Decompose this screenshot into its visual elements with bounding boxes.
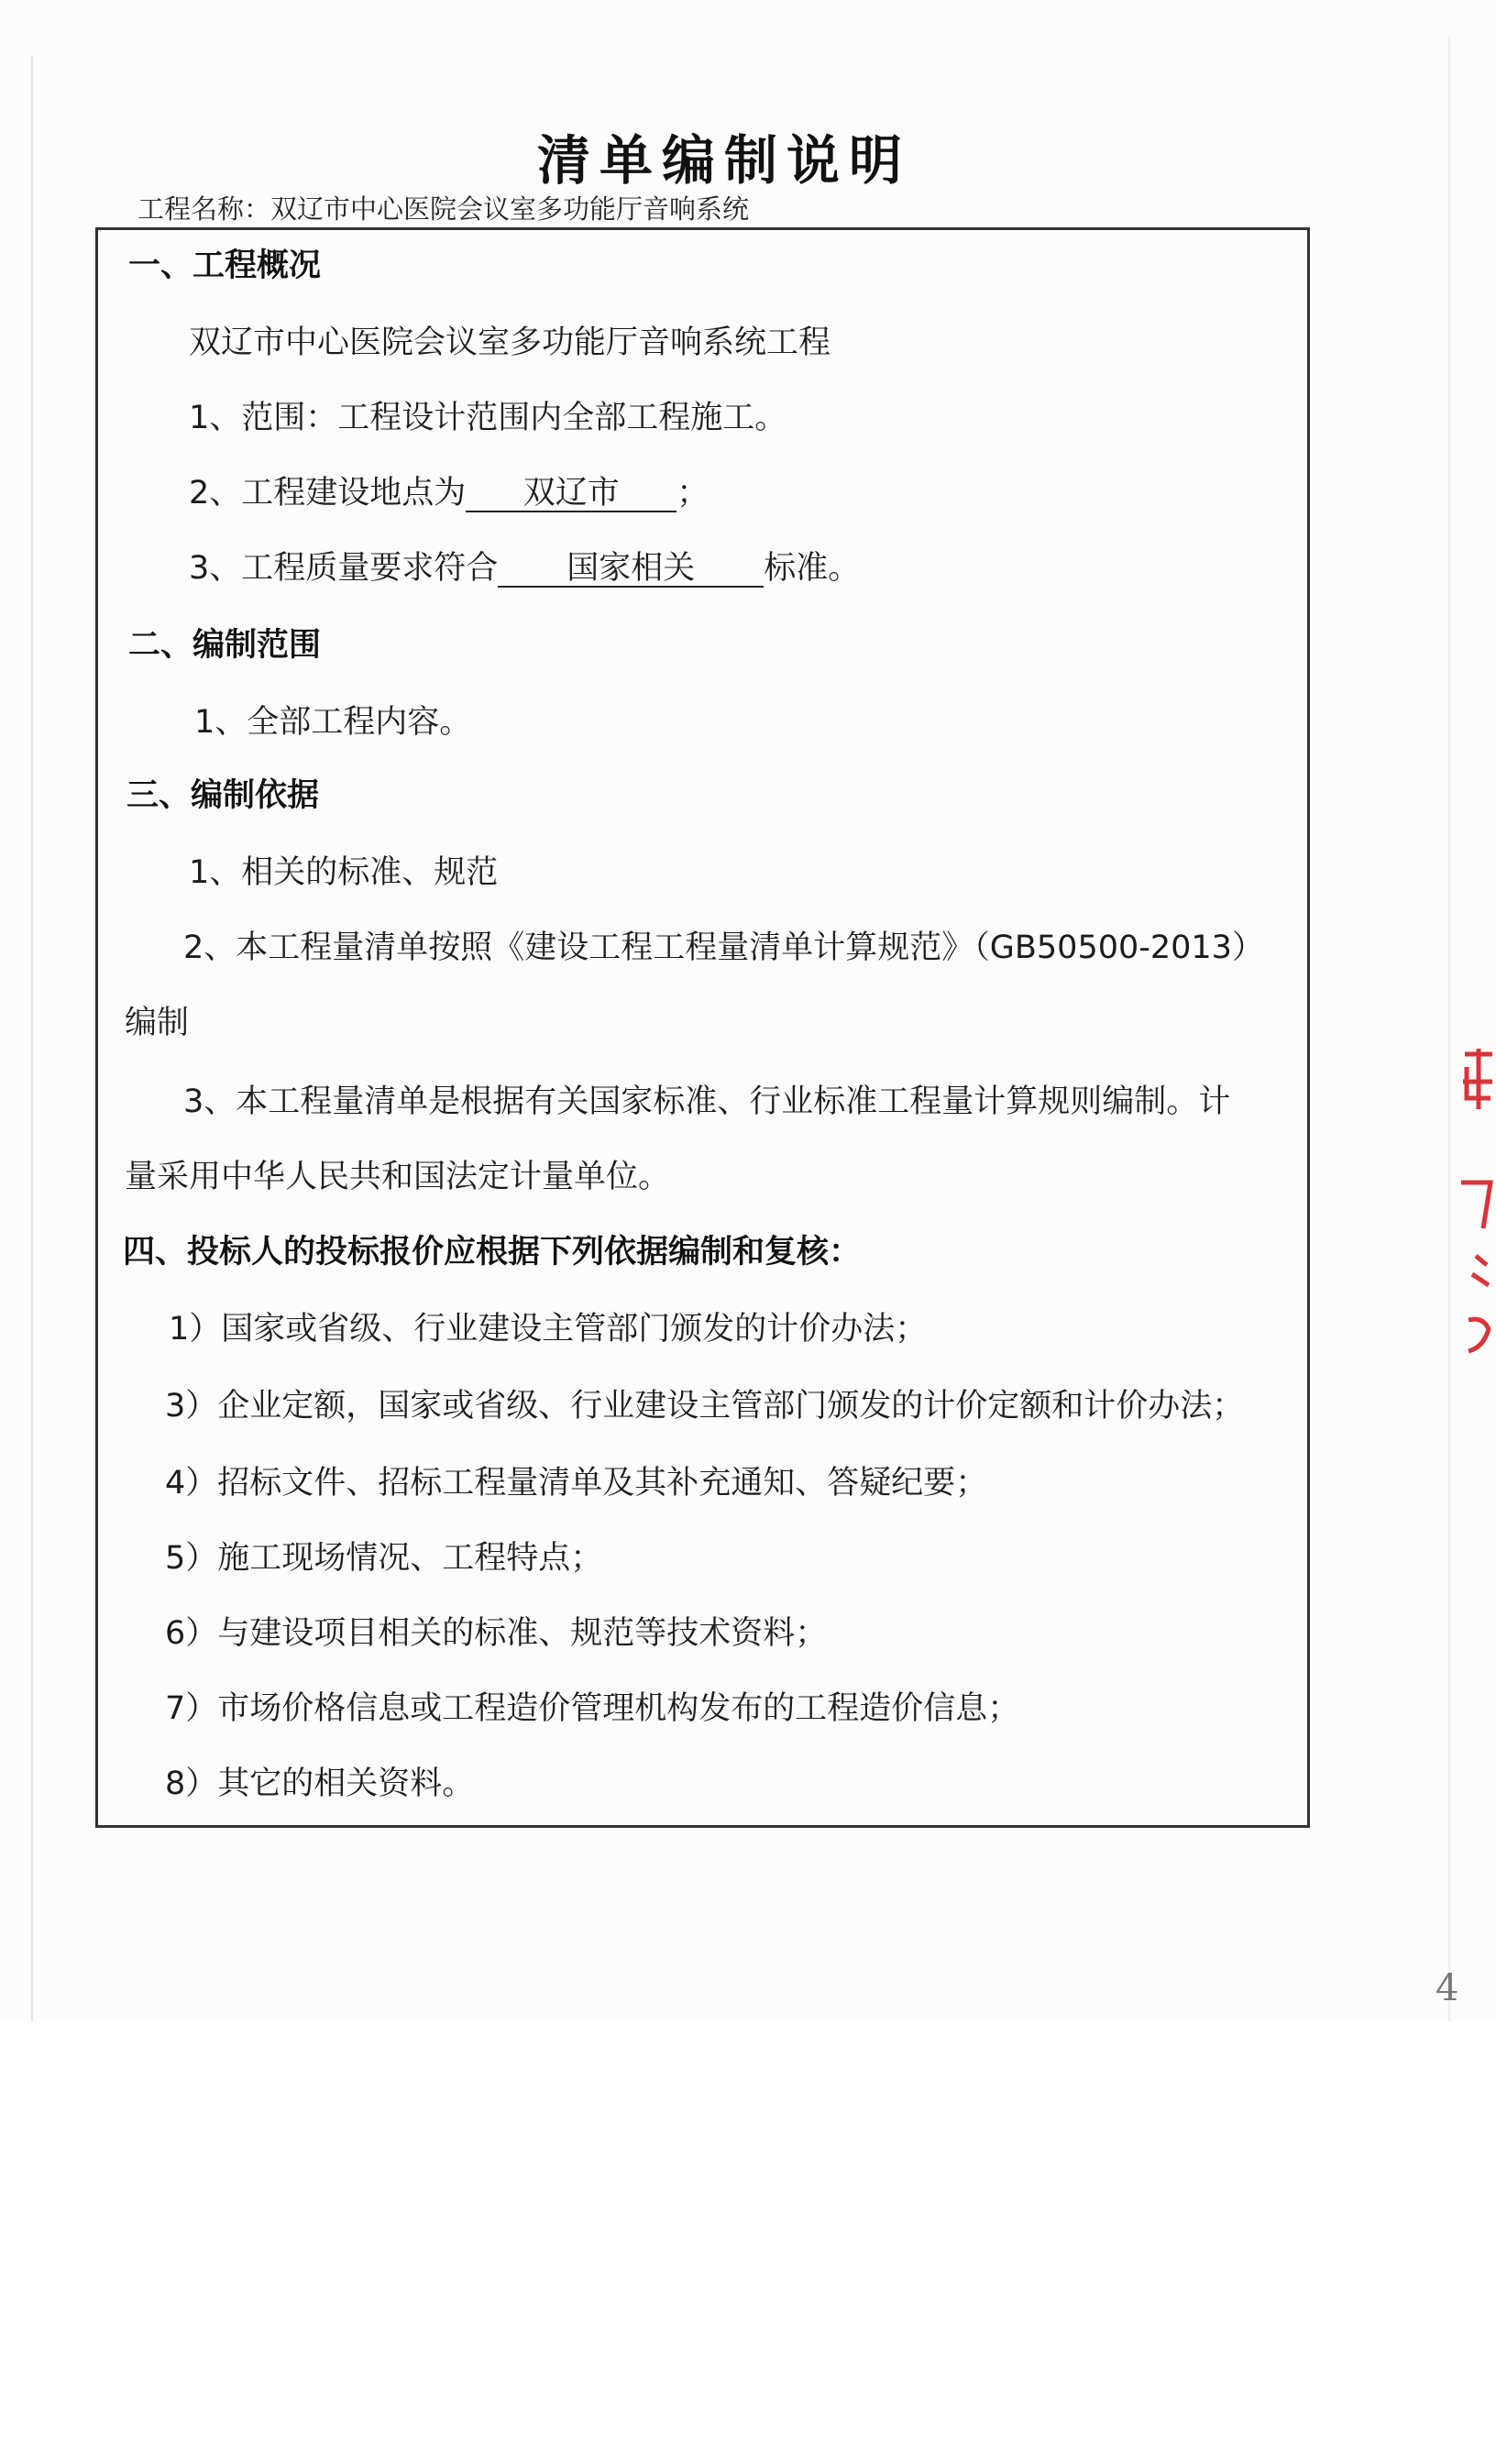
section-heading-scope: 二、编制范围 — [128, 627, 322, 664]
red-seal-fragment-icon — [1456, 1045, 1496, 1357]
project-name-label: 工程名称： — [138, 193, 271, 225]
basis-item-standards: 1、相关的标准、规范 — [189, 854, 499, 891]
location-value: 双辽市 — [466, 477, 676, 512]
bidding-item-5: 5）施工现场情况、工程特点； — [165, 1540, 603, 1577]
bidding-item-7: 7）市场价格信息或工程造价管理机构发布的工程造价信息； — [165, 1690, 1020, 1727]
bidding-item-6: 6）与建设项目相关的标准、规范等技术资料； — [165, 1615, 828, 1652]
section-heading-basis: 三、编制依据 — [126, 777, 320, 814]
scan-right-edge — [1448, 37, 1450, 2021]
basis-item-spec-line2: 编制 — [125, 1005, 190, 1041]
bidding-item-3: 3）企业定额，国家或省级、行业建设主管部门颁发的计价定额和计价办法； — [165, 1388, 1245, 1424]
section-heading-overview: 一、工程概况 — [128, 248, 322, 284]
basis-item-rules-line2: 量采用中华人民共和国法定计量单位。 — [125, 1159, 671, 1195]
section-heading-bidding: 四、投标人的投标报价应根据下列依据编制和复核： — [123, 1234, 862, 1270]
project-name-line — [138, 189, 749, 226]
project-name-value: 双辽市中心医院会议室多功能厅音响系统 — [270, 193, 750, 225]
overview-intro: 双辽市中心医院会议室多功能厅音响系统工程 — [189, 324, 831, 361]
basis-item-spec-line1: 2、本工程量清单按照《建设工程工程量清单计算规范》（GB50500-2013） — [183, 930, 1264, 966]
quality-suffix: 标准。 — [764, 550, 861, 587]
quality-prefix: 3、工程质量要求符合 — [189, 550, 499, 587]
bidding-item-4: 4）招标文件、招标工程量清单及其补充通知、答疑纪要； — [165, 1465, 988, 1502]
scope-item: 1、全部工程内容。 — [194, 704, 472, 741]
location-prefix: 2、工程建设地点为 — [189, 475, 467, 512]
scan-left-edge — [31, 55, 33, 2021]
overview-item-location — [189, 468, 709, 513]
bidding-item-1: 1）国家或省级、行业建设主管部门颁发的计价办法； — [169, 1311, 928, 1348]
location-suffix: ； — [676, 475, 710, 512]
overview-item-quality — [189, 543, 860, 588]
bidding-item-8: 8）其它的相关资料。 — [165, 1766, 475, 1802]
document-title: 清单编制说明 — [536, 129, 911, 192]
basis-item-rules-line1: 3、本工程量清单是根据有关国家标准、行业标准工程量计算规则编制。计 — [183, 1084, 1231, 1120]
overview-item-scope: 1、范围：工程设计范围内全部工程施工。 — [189, 400, 787, 436]
quality-value: 国家相关 — [498, 552, 764, 588]
page-number: 4 — [1436, 1967, 1459, 2009]
